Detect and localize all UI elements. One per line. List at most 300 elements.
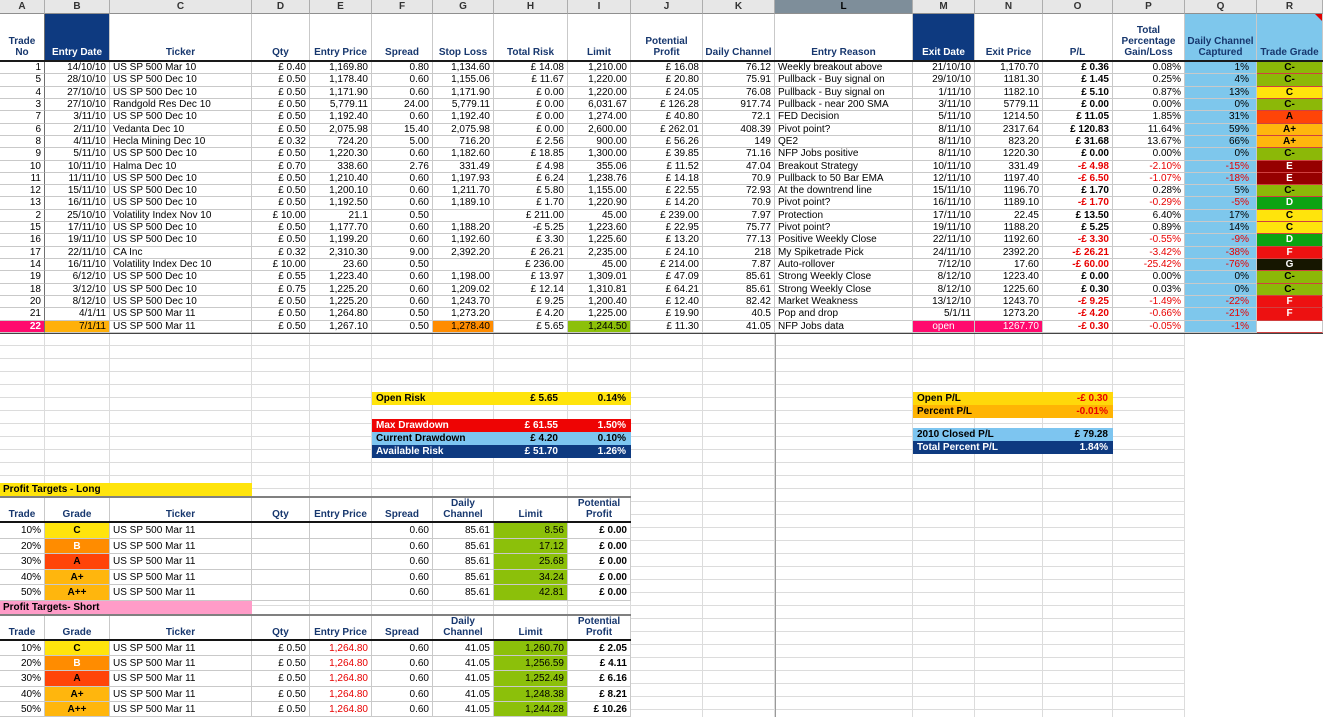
empty-cell[interactable] bbox=[975, 567, 1043, 580]
targets_long-header-7[interactable]: Limit bbox=[494, 498, 568, 521]
targets_short-cell-r0c4[interactable]: 1,264.80 bbox=[310, 641, 372, 656]
empty-cell[interactable] bbox=[310, 450, 372, 463]
empty-cell[interactable] bbox=[775, 437, 913, 450]
cell-J20[interactable]: £ 12.40 bbox=[631, 296, 703, 308]
empty-cell[interactable] bbox=[975, 372, 1043, 385]
targets_long-header-5[interactable]: Spread bbox=[372, 498, 433, 521]
cell-Q19[interactable]: 0% bbox=[1185, 284, 1257, 296]
empty-cell[interactable] bbox=[631, 359, 703, 372]
total-percent-pl-value[interactable]: 1.84% bbox=[1079, 442, 1108, 453]
cell-J18[interactable]: £ 47.09 bbox=[631, 271, 703, 283]
empty-cell[interactable] bbox=[310, 346, 372, 359]
empty-cell[interactable] bbox=[45, 398, 110, 411]
cell-P17[interactable]: -25.42% bbox=[1113, 259, 1185, 271]
cell-C10[interactable]: US SP 500 Dec 10 bbox=[110, 173, 252, 185]
empty-cell[interactable] bbox=[1113, 554, 1185, 567]
cell-D15[interactable]: £ 0.50 bbox=[252, 234, 310, 246]
empty-cell[interactable] bbox=[1043, 619, 1113, 632]
cell-M13[interactable]: 17/11/10 bbox=[913, 210, 975, 222]
cell-C11[interactable]: US SP 500 Dec 10 bbox=[110, 185, 252, 197]
empty-cell[interactable] bbox=[433, 333, 494, 346]
cell-E3[interactable]: 1,171.90 bbox=[310, 87, 372, 99]
empty-cell[interactable] bbox=[252, 385, 310, 398]
cell-L8[interactable]: NFP Jobs positive bbox=[775, 148, 913, 160]
empty-cell[interactable] bbox=[775, 710, 913, 717]
empty-cell[interactable] bbox=[1043, 684, 1113, 697]
empty-cell[interactable] bbox=[1043, 697, 1113, 710]
cell-P5[interactable]: 1.85% bbox=[1113, 111, 1185, 123]
cell-I6[interactable]: 2,600.00 bbox=[568, 124, 631, 136]
targets_long-cell-r3c4[interactable] bbox=[310, 570, 372, 586]
open-risk-row[interactable] bbox=[372, 392, 631, 405]
empty-cell[interactable] bbox=[1043, 554, 1113, 567]
cell-M20[interactable]: 13/12/10 bbox=[913, 296, 975, 308]
cell-J11[interactable]: £ 22.55 bbox=[631, 185, 703, 197]
empty-cell[interactable] bbox=[0, 450, 45, 463]
targets_short-header-6[interactable]: Daily Channel bbox=[433, 616, 494, 639]
cell-D14[interactable]: £ 0.50 bbox=[252, 222, 310, 234]
cell-O17[interactable]: -£ 60.00 bbox=[1043, 259, 1113, 271]
targets_short-cell-r4c8[interactable]: £ 10.26 bbox=[568, 702, 631, 717]
empty-cell[interactable] bbox=[0, 463, 45, 476]
cell-N4[interactable]: 5779.11 bbox=[975, 99, 1043, 111]
open-pl-value[interactable]: -£ 0.30 bbox=[1076, 393, 1108, 404]
targets_short-cell-r0c5[interactable]: 0.60 bbox=[372, 641, 433, 656]
targets_short-cell-r2c2[interactable]: US SP 500 Mar 11 bbox=[110, 671, 252, 686]
max-drawdown-value[interactable]: £ 61.55 bbox=[524, 420, 558, 431]
cell-D22[interactable]: £ 0.50 bbox=[252, 321, 310, 333]
cell-C14[interactable]: US SP 500 Dec 10 bbox=[110, 222, 252, 234]
cell-N10[interactable]: 1197.40 bbox=[975, 173, 1043, 185]
empty-cell[interactable] bbox=[110, 411, 252, 424]
empty-cell[interactable] bbox=[975, 554, 1043, 567]
cell-F2[interactable]: 0.60 bbox=[372, 74, 433, 86]
empty-cell[interactable] bbox=[372, 372, 433, 385]
cell-F18[interactable]: 0.60 bbox=[372, 271, 433, 283]
cell-A21[interactable]: 21 bbox=[0, 308, 45, 320]
cell-J21[interactable]: £ 19.90 bbox=[631, 308, 703, 320]
empty-cell[interactable] bbox=[1043, 359, 1113, 372]
empty-cell[interactable] bbox=[1043, 580, 1113, 593]
empty-cell[interactable] bbox=[775, 411, 913, 424]
cell-K5[interactable]: 72.1 bbox=[703, 111, 775, 123]
current-drawdown-label[interactable]: Current Drawdown bbox=[376, 433, 466, 444]
cell-K8[interactable]: 71.16 bbox=[703, 148, 775, 160]
cell-M16[interactable]: 24/11/10 bbox=[913, 247, 975, 259]
empty-cell[interactable] bbox=[631, 411, 703, 424]
cell-A11[interactable]: 12 bbox=[0, 185, 45, 197]
targets_short-cell-r4c4[interactable]: 1,264.80 bbox=[310, 702, 372, 717]
empty-cell[interactable] bbox=[703, 515, 775, 528]
empty-cell[interactable] bbox=[775, 372, 913, 385]
empty-cell[interactable] bbox=[1185, 528, 1257, 541]
cell-H15[interactable]: £ 3.30 bbox=[494, 234, 568, 246]
targets_short-cell-r1c2[interactable]: US SP 500 Mar 11 bbox=[110, 656, 252, 671]
empty-cell[interactable] bbox=[1257, 424, 1323, 437]
cell-B11[interactable]: 15/11/10 bbox=[45, 185, 110, 197]
empty-cell[interactable] bbox=[975, 697, 1043, 710]
percent-pl-row[interactable] bbox=[913, 405, 1113, 418]
cell-G5[interactable]: 1,192.40 bbox=[433, 111, 494, 123]
targets_short-cell-r4c0[interactable]: 50% bbox=[0, 702, 45, 717]
empty-cell[interactable] bbox=[703, 411, 775, 424]
targets_short-cell-r1c5[interactable]: 0.60 bbox=[372, 656, 433, 671]
cell-H1[interactable]: £ 14.08 bbox=[494, 62, 568, 74]
empty-cell[interactable] bbox=[1113, 619, 1185, 632]
empty-cell[interactable] bbox=[1113, 372, 1185, 385]
cell-E19[interactable]: 1,225.20 bbox=[310, 284, 372, 296]
cell-G15[interactable]: 1,192.60 bbox=[433, 234, 494, 246]
header-N[interactable] bbox=[975, 14, 1043, 60]
targets_long-cell-r3c5[interactable]: 0.60 bbox=[372, 570, 433, 586]
cell-K7[interactable]: 149 bbox=[703, 136, 775, 148]
header-H[interactable] bbox=[494, 14, 568, 60]
cell-L17[interactable]: Auto-rollover bbox=[775, 259, 913, 271]
empty-cell[interactable] bbox=[703, 658, 775, 671]
cell-L14[interactable]: Pivot point? bbox=[775, 222, 913, 234]
cell-H13[interactable]: £ 211.00 bbox=[494, 210, 568, 222]
empty-cell[interactable] bbox=[45, 359, 110, 372]
cell-K9[interactable]: 47.04 bbox=[703, 161, 775, 173]
cell-I20[interactable]: 1,200.40 bbox=[568, 296, 631, 308]
cell-G20[interactable]: 1,243.70 bbox=[433, 296, 494, 308]
empty-cell[interactable] bbox=[1113, 359, 1185, 372]
cell-O15[interactable]: -£ 3.30 bbox=[1043, 234, 1113, 246]
cell-B4[interactable]: 27/10/10 bbox=[45, 99, 110, 111]
empty-cell[interactable] bbox=[1257, 619, 1323, 632]
cell-B13[interactable]: 25/10/10 bbox=[45, 210, 110, 222]
cell-Q12[interactable]: -5% bbox=[1185, 197, 1257, 209]
cell-Q3[interactable]: 13% bbox=[1185, 87, 1257, 99]
cell-E2[interactable]: 1,178.40 bbox=[310, 74, 372, 86]
empty-cell[interactable] bbox=[631, 671, 703, 684]
header-Q[interactable] bbox=[1185, 14, 1257, 60]
targets_long-cell-r2c4[interactable] bbox=[310, 554, 372, 570]
header-A[interactable] bbox=[0, 14, 45, 60]
cell-H12[interactable]: £ 1.70 bbox=[494, 197, 568, 209]
empty-cell[interactable] bbox=[775, 697, 913, 710]
empty-cell[interactable] bbox=[1113, 671, 1185, 684]
empty-cell[interactable] bbox=[1113, 593, 1185, 606]
empty-cell[interactable] bbox=[494, 476, 568, 489]
empty-cell[interactable] bbox=[372, 333, 433, 346]
cell-L1[interactable]: Weekly breakout above bbox=[775, 62, 913, 74]
empty-cell[interactable] bbox=[372, 476, 433, 489]
cell-C22[interactable]: US SP 500 Mar 11 bbox=[110, 321, 252, 333]
empty-cell[interactable] bbox=[631, 593, 703, 606]
cell-G22[interactable]: 1,278.40 bbox=[433, 321, 494, 333]
cell-R3[interactable]: C bbox=[1257, 87, 1323, 99]
cell-K17[interactable]: 7.87 bbox=[703, 259, 775, 271]
cell-O21[interactable]: -£ 4.20 bbox=[1043, 308, 1113, 320]
cell-K12[interactable]: 70.9 bbox=[703, 197, 775, 209]
targets_short-cell-r3c4[interactable]: 1,264.80 bbox=[310, 687, 372, 702]
cell-P15[interactable]: -0.55% bbox=[1113, 234, 1185, 246]
empty-cell[interactable] bbox=[310, 372, 372, 385]
empty-cell[interactable] bbox=[1185, 710, 1257, 717]
cell-M4[interactable]: 3/11/10 bbox=[913, 99, 975, 111]
cell-E14[interactable]: 1,177.70 bbox=[310, 222, 372, 234]
cell-F3[interactable]: 0.60 bbox=[372, 87, 433, 99]
cell-Q13[interactable]: 17% bbox=[1185, 210, 1257, 222]
profit-targets-long-title[interactable]: Profit Targets - Long bbox=[0, 483, 252, 496]
targets_long-cell-r2c0[interactable]: 30% bbox=[0, 554, 45, 570]
cell-F11[interactable]: 0.60 bbox=[372, 185, 433, 197]
targets_long-cell-r2c7[interactable]: 25.68 bbox=[494, 554, 568, 570]
cell-E4[interactable]: 5,779.11 bbox=[310, 99, 372, 111]
cell-C21[interactable]: US SP 500 Mar 11 bbox=[110, 308, 252, 320]
empty-cell[interactable] bbox=[1257, 593, 1323, 606]
empty-cell[interactable] bbox=[1113, 710, 1185, 717]
header-F[interactable] bbox=[372, 14, 433, 60]
max-drawdown-row[interactable] bbox=[372, 419, 631, 432]
empty-cell[interactable] bbox=[1113, 463, 1185, 476]
cell-D10[interactable]: £ 0.50 bbox=[252, 173, 310, 185]
empty-cell[interactable] bbox=[1185, 606, 1257, 619]
empty-cell[interactable] bbox=[1257, 398, 1323, 411]
empty-cell[interactable] bbox=[631, 437, 703, 450]
cell-H14[interactable]: -£ 5.25 bbox=[494, 222, 568, 234]
empty-cell[interactable] bbox=[631, 645, 703, 658]
cell-L4[interactable]: Pullback - near 200 SMA bbox=[775, 99, 913, 111]
cell-M19[interactable]: 8/12/10 bbox=[913, 284, 975, 296]
closed-pl-2010-label[interactable]: 2010 Closed P/L bbox=[917, 429, 994, 440]
cell-A5[interactable]: 7 bbox=[0, 111, 45, 123]
cell-Q11[interactable]: 5% bbox=[1185, 185, 1257, 197]
cell-J10[interactable]: £ 14.18 bbox=[631, 173, 703, 185]
cell-D13[interactable]: £ 10.00 bbox=[252, 210, 310, 222]
cell-G7[interactable]: 716.20 bbox=[433, 136, 494, 148]
cell-I2[interactable]: 1,220.00 bbox=[568, 74, 631, 86]
empty-cell[interactable] bbox=[631, 567, 703, 580]
cell-D8[interactable]: £ 0.50 bbox=[252, 148, 310, 160]
cell-K3[interactable]: 76.08 bbox=[703, 87, 775, 99]
cell-A15[interactable]: 16 bbox=[0, 234, 45, 246]
empty-cell[interactable] bbox=[703, 580, 775, 593]
cell-J6[interactable]: £ 262.01 bbox=[631, 124, 703, 136]
targets_long-cell-r3c6[interactable]: 85.61 bbox=[433, 570, 494, 586]
cell-B15[interactable]: 19/11/10 bbox=[45, 234, 110, 246]
targets_short-header-3[interactable]: Qty bbox=[252, 616, 310, 639]
column-header-H[interactable]: H bbox=[494, 0, 568, 14]
empty-cell[interactable] bbox=[1043, 541, 1113, 554]
cell-L19[interactable]: Strong Weekly Close bbox=[775, 284, 913, 296]
targets_long-cell-r4c2[interactable]: US SP 500 Mar 11 bbox=[110, 585, 252, 601]
column-header-O[interactable]: O bbox=[1043, 0, 1113, 14]
cell-F22[interactable]: 0.50 bbox=[372, 321, 433, 333]
cell-C5[interactable]: US SP 500 Dec 10 bbox=[110, 111, 252, 123]
empty-cell[interactable] bbox=[631, 684, 703, 697]
cell-L18[interactable]: Strong Weekly Close bbox=[775, 271, 913, 283]
cell-G16[interactable]: 2,392.20 bbox=[433, 247, 494, 259]
empty-cell[interactable] bbox=[1257, 580, 1323, 593]
empty-cell[interactable] bbox=[775, 645, 913, 658]
empty-cell[interactable] bbox=[975, 333, 1043, 346]
targets_short-cell-r2c7[interactable]: 1,252.49 bbox=[494, 671, 568, 686]
empty-cell[interactable] bbox=[1113, 450, 1185, 463]
cell-K13[interactable]: 7.97 bbox=[703, 210, 775, 222]
cell-K4[interactable]: 917.74 bbox=[703, 99, 775, 111]
cell-Q18[interactable]: 0% bbox=[1185, 271, 1257, 283]
cell-G3[interactable]: 1,171.90 bbox=[433, 87, 494, 99]
cell-R12[interactable]: D bbox=[1257, 197, 1323, 209]
header-P[interactable] bbox=[1113, 14, 1185, 60]
cell-L3[interactable]: Pullback - Buy signal on bbox=[775, 87, 913, 99]
targets_long-cell-r4c6[interactable]: 85.61 bbox=[433, 585, 494, 601]
cell-K15[interactable]: 77.13 bbox=[703, 234, 775, 246]
open-risk-percent[interactable]: 0.14% bbox=[597, 393, 626, 404]
empty-cell[interactable] bbox=[1257, 515, 1323, 528]
cell-L9[interactable]: Breakout Strategy bbox=[775, 161, 913, 173]
empty-cell[interactable] bbox=[703, 346, 775, 359]
empty-cell[interactable] bbox=[1185, 658, 1257, 671]
cell-O19[interactable]: £ 0.30 bbox=[1043, 284, 1113, 296]
cell-R2[interactable]: C- bbox=[1257, 74, 1323, 86]
cell-E9[interactable]: 338.60 bbox=[310, 161, 372, 173]
targets_long-cell-r3c3[interactable] bbox=[252, 570, 310, 586]
empty-cell[interactable] bbox=[252, 346, 310, 359]
empty-cell[interactable] bbox=[631, 710, 703, 717]
targets_short-cell-r1c7[interactable]: 1,256.59 bbox=[494, 656, 568, 671]
cell-C16[interactable]: CA Inc bbox=[110, 247, 252, 259]
cell-M2[interactable]: 29/10/10 bbox=[913, 74, 975, 86]
empty-cell[interactable] bbox=[631, 658, 703, 671]
empty-cell[interactable] bbox=[1185, 554, 1257, 567]
empty-cell[interactable] bbox=[913, 632, 975, 645]
targets_short-cell-r3c8[interactable]: £ 8.21 bbox=[568, 687, 631, 702]
cell-I15[interactable]: 1,225.60 bbox=[568, 234, 631, 246]
cell-I22[interactable]: 1,244.50 bbox=[568, 321, 631, 333]
cell-P2[interactable]: 0.25% bbox=[1113, 74, 1185, 86]
empty-cell[interactable] bbox=[775, 580, 913, 593]
empty-cell[interactable] bbox=[1185, 437, 1257, 450]
cell-G17[interactable] bbox=[433, 259, 494, 271]
cell-J8[interactable]: £ 39.85 bbox=[631, 148, 703, 160]
targets_short-cell-r0c0[interactable]: 10% bbox=[0, 641, 45, 656]
cell-C12[interactable]: US SP 500 Dec 10 bbox=[110, 197, 252, 209]
cell-N19[interactable]: 1225.60 bbox=[975, 284, 1043, 296]
empty-cell[interactable] bbox=[913, 697, 975, 710]
cell-R18[interactable]: C- bbox=[1257, 271, 1323, 283]
empty-cell[interactable] bbox=[631, 619, 703, 632]
cell-F5[interactable]: 0.60 bbox=[372, 111, 433, 123]
cell-N5[interactable]: 1214.50 bbox=[975, 111, 1043, 123]
empty-cell[interactable] bbox=[1257, 463, 1323, 476]
cell-R22[interactable] bbox=[1257, 321, 1323, 333]
cell-L10[interactable]: Pullback to 50 Bar EMA bbox=[775, 173, 913, 185]
cell-C20[interactable]: US SP 500 Dec 10 bbox=[110, 296, 252, 308]
empty-cell[interactable] bbox=[775, 333, 913, 346]
empty-cell[interactable] bbox=[775, 450, 913, 463]
empty-cell[interactable] bbox=[1257, 567, 1323, 580]
targets_long-cell-r3c0[interactable]: 40% bbox=[0, 570, 45, 586]
cell-O20[interactable]: -£ 9.25 bbox=[1043, 296, 1113, 308]
empty-cell[interactable] bbox=[1043, 346, 1113, 359]
empty-cell[interactable] bbox=[703, 619, 775, 632]
cell-C13[interactable]: Volatility Index Nov 10 bbox=[110, 210, 252, 222]
empty-cell[interactable] bbox=[1257, 346, 1323, 359]
empty-cell[interactable] bbox=[110, 437, 252, 450]
empty-cell[interactable] bbox=[45, 333, 110, 346]
cell-D3[interactable]: £ 0.50 bbox=[252, 87, 310, 99]
cell-L13[interactable]: Protection bbox=[775, 210, 913, 222]
cell-P4[interactable]: 0.00% bbox=[1113, 99, 1185, 111]
empty-cell[interactable] bbox=[0, 437, 45, 450]
empty-cell[interactable] bbox=[975, 593, 1043, 606]
empty-cell[interactable] bbox=[1043, 671, 1113, 684]
cell-B5[interactable]: 3/11/10 bbox=[45, 111, 110, 123]
empty-cell[interactable] bbox=[1185, 593, 1257, 606]
empty-cell[interactable] bbox=[1113, 502, 1185, 515]
targets_long-cell-r2c8[interactable]: £ 0.00 bbox=[568, 554, 631, 570]
cell-N12[interactable]: 1189.10 bbox=[975, 197, 1043, 209]
cell-I10[interactable]: 1,238.76 bbox=[568, 173, 631, 185]
cell-N20[interactable]: 1243.70 bbox=[975, 296, 1043, 308]
empty-cell[interactable] bbox=[913, 489, 975, 502]
targets_short-cell-r2c1[interactable]: A bbox=[45, 671, 110, 686]
cell-B3[interactable]: 27/10/10 bbox=[45, 87, 110, 99]
empty-cell[interactable] bbox=[913, 541, 975, 554]
targets_short-cell-r1c8[interactable]: £ 4.11 bbox=[568, 656, 631, 671]
empty-cell[interactable] bbox=[1257, 697, 1323, 710]
empty-cell[interactable] bbox=[433, 359, 494, 372]
targets_short-cell-r0c7[interactable]: 1,260.70 bbox=[494, 641, 568, 656]
cell-A10[interactable]: 11 bbox=[0, 173, 45, 185]
cell-O12[interactable]: -£ 1.70 bbox=[1043, 197, 1113, 209]
empty-cell[interactable] bbox=[1257, 411, 1323, 424]
empty-cell[interactable] bbox=[913, 476, 975, 489]
cell-O10[interactable]: -£ 6.50 bbox=[1043, 173, 1113, 185]
empty-cell[interactable] bbox=[1257, 671, 1323, 684]
cell-Q22[interactable]: -1% bbox=[1185, 321, 1257, 333]
targets_short-cell-r1c3[interactable]: £ 0.50 bbox=[252, 656, 310, 671]
empty-cell[interactable] bbox=[1043, 710, 1113, 717]
empty-cell[interactable] bbox=[1043, 593, 1113, 606]
column-header-B[interactable]: B bbox=[45, 0, 110, 14]
cell-N18[interactable]: 1223.40 bbox=[975, 271, 1043, 283]
empty-cell[interactable] bbox=[913, 372, 975, 385]
empty-cell[interactable] bbox=[775, 606, 913, 619]
empty-cell[interactable] bbox=[913, 710, 975, 717]
cell-H16[interactable]: £ 26.21 bbox=[494, 247, 568, 259]
empty-cell[interactable] bbox=[110, 346, 252, 359]
empty-cell[interactable] bbox=[1257, 359, 1323, 372]
empty-cell[interactable] bbox=[494, 372, 568, 385]
empty-cell[interactable] bbox=[1113, 411, 1185, 424]
empty-cell[interactable] bbox=[1257, 489, 1323, 502]
targets_long-cell-r0c1[interactable]: C bbox=[45, 523, 110, 539]
cell-A17[interactable]: 14 bbox=[0, 259, 45, 271]
cell-E12[interactable]: 1,192.50 bbox=[310, 197, 372, 209]
cell-E7[interactable]: 724.20 bbox=[310, 136, 372, 148]
empty-cell[interactable] bbox=[703, 645, 775, 658]
cell-Q17[interactable]: -76% bbox=[1185, 259, 1257, 271]
cell-P7[interactable]: 13.67% bbox=[1113, 136, 1185, 148]
cell-B9[interactable]: 10/11/10 bbox=[45, 161, 110, 173]
cell-J3[interactable]: £ 24.05 bbox=[631, 87, 703, 99]
cell-O8[interactable]: £ 0.00 bbox=[1043, 148, 1113, 160]
header-R[interactable] bbox=[1257, 14, 1323, 60]
empty-cell[interactable] bbox=[433, 463, 494, 476]
targets_short-header-4[interactable]: Entry Price bbox=[310, 616, 372, 639]
open-risk-label[interactable]: Open Risk bbox=[376, 393, 426, 404]
cell-D18[interactable]: £ 0.55 bbox=[252, 271, 310, 283]
cell-D20[interactable]: £ 0.50 bbox=[252, 296, 310, 308]
cell-F1[interactable]: 0.80 bbox=[372, 62, 433, 74]
cell-F7[interactable]: 5.00 bbox=[372, 136, 433, 148]
cell-I17[interactable]: 45.00 bbox=[568, 259, 631, 271]
empty-cell[interactable] bbox=[913, 333, 975, 346]
